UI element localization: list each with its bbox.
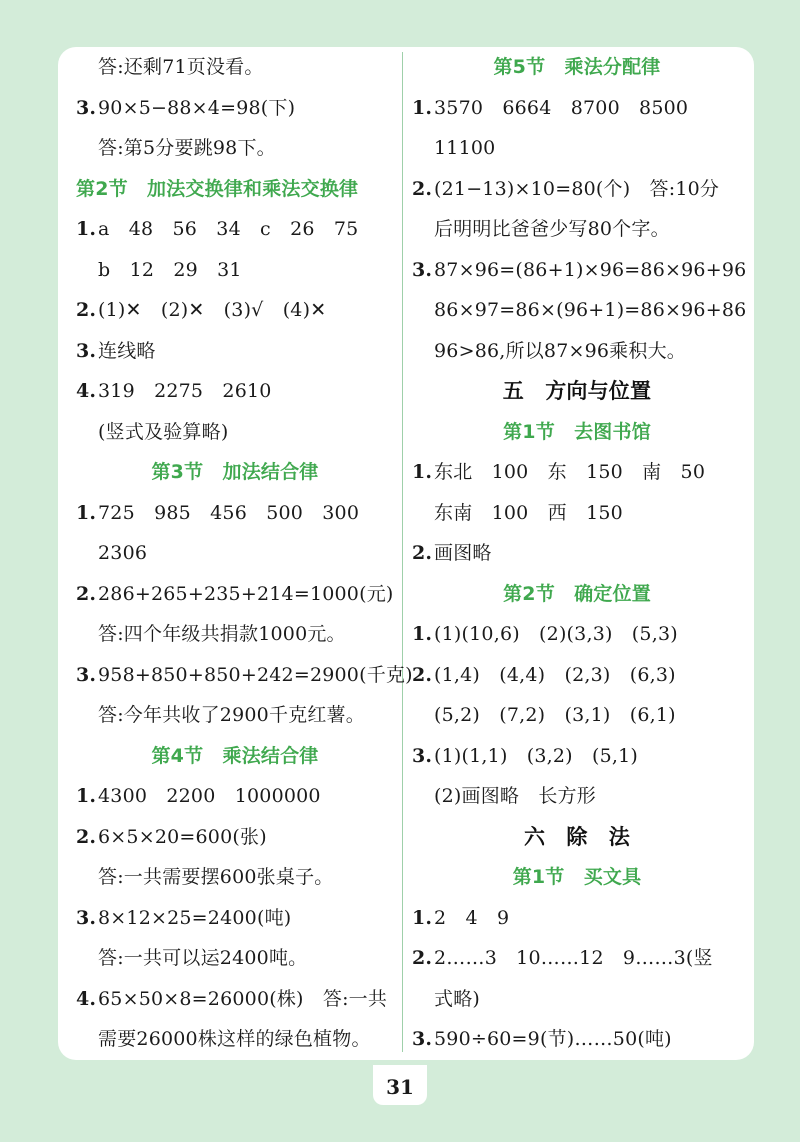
answer-continuation: (竖式及验算略) xyxy=(98,420,229,443)
answer-text: 65×50×8=26000(株) 答:一共 xyxy=(98,987,388,1010)
column-divider xyxy=(402,52,403,1052)
answer-text: 连线略 xyxy=(98,339,156,362)
section-heading: 第3节 加法结合律 xyxy=(151,461,319,483)
answer-continuation: 2306 xyxy=(98,542,148,564)
answer-item xyxy=(412,88,742,129)
answer-text: 958+850+850+242=2900(千克) xyxy=(98,663,413,686)
left-column xyxy=(76,47,413,1060)
answer-continuation: 答:一共可以运2400吨。 xyxy=(98,947,308,969)
chapter-title: 六 除 法 xyxy=(524,824,630,849)
answer-continuation: 需要26000株这样的绿色植物。 xyxy=(98,1028,371,1050)
answer-item xyxy=(412,452,742,493)
answer-item xyxy=(76,88,394,129)
answer-continuation: 后明明比爸爸少写80个字。 xyxy=(434,218,670,240)
answer-item xyxy=(76,574,394,615)
answer-text: (1)✕ (2)✕ (3)√ (4)✕ xyxy=(98,299,327,321)
answer-item xyxy=(76,493,394,534)
answer-text: 东北 100 东 150 南 50 xyxy=(434,461,706,483)
answer-item xyxy=(412,655,742,696)
section-heading: 第5节 乘法分配律 xyxy=(493,56,661,78)
answer-text: 6×5×20=600(张) xyxy=(98,825,267,848)
item-number: 2. xyxy=(76,825,97,848)
answer-text: 2……3 10……12 9……3(竖 xyxy=(434,947,713,969)
answer-item xyxy=(76,817,394,858)
answer-text: 3570 6664 8700 8500 xyxy=(434,96,689,119)
item-number: 1. xyxy=(412,461,433,483)
answer-text: 2 4 9 xyxy=(434,906,510,929)
item-number: 1. xyxy=(412,623,433,645)
answer-item xyxy=(76,776,394,817)
item-number: 4. xyxy=(76,987,97,1010)
answer-continuation: b 12 29 31 xyxy=(98,258,242,281)
answer-item xyxy=(76,655,413,696)
item-number: 1. xyxy=(412,96,433,119)
item-number: 3. xyxy=(76,663,97,686)
answer-continuation: 答:还剩71页没看。 xyxy=(98,56,264,78)
answer-text: (1,4) (4,4) (2,3) (6,3) xyxy=(434,663,676,686)
item-number: 1. xyxy=(76,501,97,524)
answer-item xyxy=(76,331,394,372)
answer-item xyxy=(76,209,394,250)
item-number: 2. xyxy=(412,177,433,200)
right-column xyxy=(412,47,747,1060)
answer-text: 319 2275 2610 xyxy=(98,380,272,402)
item-number: 2. xyxy=(412,542,433,564)
answer-item xyxy=(412,250,747,291)
item-number: 3. xyxy=(76,339,97,362)
answer-continuation: 式略) xyxy=(434,987,481,1010)
answer-item xyxy=(76,979,394,1020)
answer-text: 286+265+235+214=1000(元) xyxy=(98,582,394,605)
answer-item xyxy=(412,169,742,210)
chapter-title: 五 方向与位置 xyxy=(502,379,652,403)
answer-continuation: 86×97=86×(96+1)=86×96+86 xyxy=(434,299,747,321)
answer-text: 725 985 456 500 300 xyxy=(98,501,360,524)
section-heading: 第4节 乘法结合律 xyxy=(151,744,319,767)
item-number: 2. xyxy=(76,582,97,605)
item-number: 1. xyxy=(76,218,97,240)
answer-text: (1)(10,6) (2)(3,3) (5,3) xyxy=(434,623,678,645)
answer-continuation: 答:第5分要跳98下。 xyxy=(98,137,276,159)
answer-continuation: 11100 xyxy=(434,137,496,159)
answer-continuation: 答:一共需要摆600张桌子。 xyxy=(98,866,334,888)
answer-item xyxy=(412,1019,742,1060)
section-heading: 第2节 确定位置 xyxy=(503,582,651,605)
item-number: 3. xyxy=(412,258,433,281)
answer-continuation: 东南 100 西 150 xyxy=(434,501,623,524)
answer-continuation: 答:四个年级共捐款1000元。 xyxy=(98,623,346,645)
item-number: 3. xyxy=(76,906,97,929)
answer-item xyxy=(76,290,394,331)
answer-text: 87×96=(86+1)×96=86×96+96 xyxy=(434,258,747,281)
item-number: 1. xyxy=(76,785,97,807)
answer-item xyxy=(412,736,742,777)
answer-text: a 48 56 34 c 26 75 xyxy=(98,218,359,240)
answer-continuation: (2)画图略 长方形 xyxy=(434,785,596,807)
answer-continuation: (5,2) (7,2) (3,1) (6,1) xyxy=(434,704,676,726)
section-heading: 第1节 去图书馆 xyxy=(503,420,651,443)
answer-continuation: 答:今年共收了2900千克红薯。 xyxy=(98,704,365,726)
answer-text: 590÷60=9(节)……50(吨) xyxy=(434,1028,672,1050)
answer-item xyxy=(412,533,742,574)
page-number: 31 xyxy=(373,1065,427,1105)
answer-item xyxy=(412,614,742,655)
answer-continuation: 96>86,所以87×96乘积大。 xyxy=(434,339,686,362)
item-number: 3. xyxy=(76,96,97,119)
answer-text: 90×5−88×4=98(下) xyxy=(98,96,296,119)
answer-text: 4300 2200 1000000 xyxy=(98,785,321,807)
item-number: 2. xyxy=(412,947,433,969)
answer-item xyxy=(76,898,394,939)
answer-text: (1)(1,1) (3,2) (5,1) xyxy=(434,744,639,767)
item-number: 2. xyxy=(76,299,97,321)
section-heading: 第1节 买文具 xyxy=(512,866,642,888)
item-number: 3. xyxy=(412,744,433,767)
answer-text: (21−13)×10=80(个) 答:10分 xyxy=(434,177,720,200)
answer-item xyxy=(412,938,742,979)
item-number: 3. xyxy=(412,1028,433,1050)
answer-text: 画图略 xyxy=(434,542,492,564)
item-number: 2. xyxy=(412,663,433,686)
answer-text: 8×12×25=2400(吨) xyxy=(98,906,292,929)
section-heading: 第2节 加法交换律和乘法交换律 xyxy=(76,177,359,200)
answer-item xyxy=(76,371,394,412)
item-number: 4. xyxy=(76,380,97,402)
item-number: 1. xyxy=(412,906,433,929)
answer-item xyxy=(412,898,742,939)
